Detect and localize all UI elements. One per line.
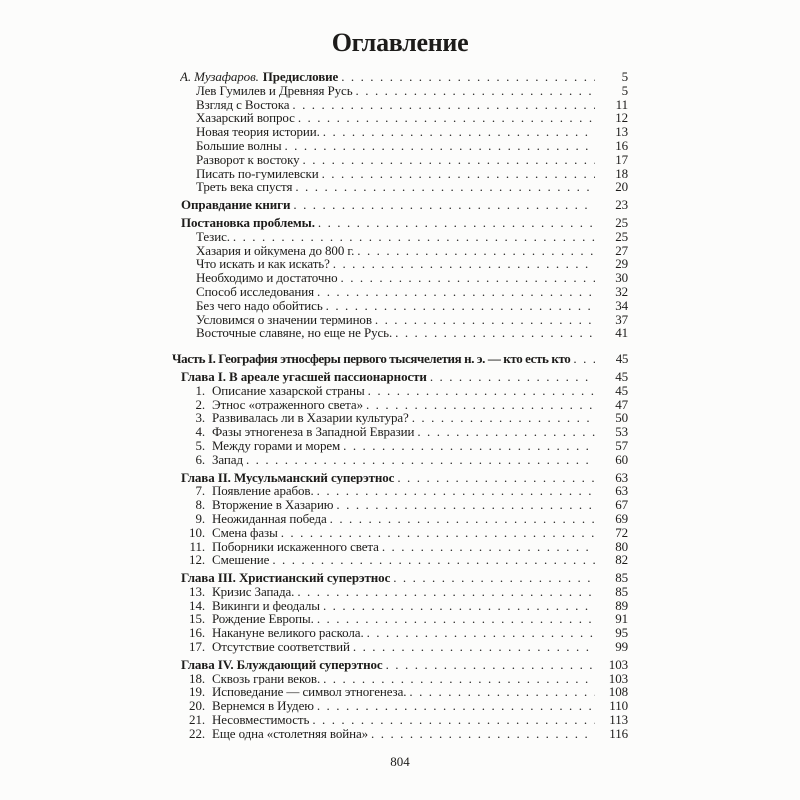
toc-entry <box>181 198 628 212</box>
dot-leader <box>366 398 595 412</box>
entry-label: Разворот к востоку <box>196 152 300 167</box>
entry-number: 16. <box>189 626 205 641</box>
entry-label: Фазы этногенеза в Западной Евразии <box>212 425 415 439</box>
entry-number: 13. <box>189 584 205 599</box>
toc-entry <box>181 425 628 439</box>
dot-leader <box>326 299 595 313</box>
entry-label: Появление арабов. <box>212 484 314 499</box>
dot-leader <box>409 685 595 699</box>
dot-leader <box>297 585 595 599</box>
dot-leader <box>323 125 595 139</box>
entry-page: 25 <box>615 215 628 230</box>
entry-page: 110 <box>609 699 628 714</box>
entry-label: Постановка проблемы. <box>181 215 315 230</box>
dot-leader <box>293 198 595 212</box>
entry-label: Писать по-гумилевски <box>196 166 319 181</box>
entry-number: 2. <box>195 397 205 412</box>
entry-label: Рождение Европы. <box>212 612 314 627</box>
entry-label: Запад <box>212 452 243 467</box>
toc-entry <box>181 439 628 453</box>
entry-page: 5 <box>621 70 628 84</box>
entry-number: 22. <box>189 726 205 741</box>
entry-number: 1. <box>195 383 205 398</box>
entry-label: Хазарский вопрос <box>196 111 295 126</box>
entry-label: Поборники искаженного света <box>212 539 379 554</box>
dot-leader <box>322 167 595 181</box>
entry-page: 89 <box>615 598 628 613</box>
entry-page: 50 <box>615 411 628 426</box>
dot-leader <box>356 84 595 98</box>
entry-page: 95 <box>615 626 628 641</box>
dot-leader <box>341 70 595 84</box>
dot-leader <box>272 553 595 567</box>
dot-leader <box>318 216 595 230</box>
toc-entry <box>196 285 628 299</box>
entry-page: 85 <box>615 584 628 599</box>
toc-entry <box>196 299 628 313</box>
toc-entry <box>181 498 628 512</box>
dot-leader <box>573 352 595 366</box>
toc-entry <box>196 111 628 125</box>
entry-number: 4. <box>195 425 205 439</box>
entry-label: Необходимо и достаточно <box>196 271 338 285</box>
entry-label: Большие волны <box>196 138 282 153</box>
entry-page: 103 <box>608 657 628 672</box>
entry-page: 113 <box>609 713 628 727</box>
entry-page: 12 <box>615 111 628 126</box>
entry-page: 25 <box>615 229 628 244</box>
entry-number: 7. <box>195 484 205 499</box>
entry-label: Треть века спустя <box>196 180 293 195</box>
entry-page: 32 <box>615 284 628 299</box>
entry-label: Тезис. <box>196 229 230 244</box>
toc-entry <box>181 640 628 654</box>
entry-page: 18 <box>615 166 628 181</box>
toc-entry <box>181 216 628 230</box>
entry-page: 67 <box>615 498 628 512</box>
toc-entry <box>196 139 628 153</box>
toc-entry <box>181 571 628 585</box>
entry-page: 103 <box>608 671 628 686</box>
entry-label: Смена фазы <box>212 525 278 540</box>
entry-number: 5. <box>195 438 205 453</box>
dot-leader <box>303 153 596 167</box>
entry-label: Исповедание — символ этногенеза. <box>212 685 407 700</box>
entry-page: 72 <box>615 525 628 540</box>
toc-entry <box>172 352 628 366</box>
entry-page: 45 <box>615 369 628 384</box>
dot-leader <box>317 285 595 299</box>
toc-entry <box>181 599 628 613</box>
toc-entry <box>196 180 628 194</box>
toc-entry <box>181 384 628 398</box>
entry-page: 69 <box>615 511 628 526</box>
entry-page: 116 <box>609 726 628 741</box>
entry-page: 27 <box>615 243 628 258</box>
entry-number: 12. <box>189 553 205 568</box>
dot-leader <box>393 571 595 585</box>
toc-entry <box>181 672 628 686</box>
entry-label: Лев Гумилев и Древняя Русь <box>196 83 353 98</box>
entry-page: 45 <box>615 352 628 366</box>
toc-entry <box>181 398 628 412</box>
entry-label: Взгляд с Востока <box>196 97 290 112</box>
dot-leader <box>336 498 595 512</box>
entry-label: Хазария и ойкумена до 800 г. <box>196 243 355 258</box>
entry-label: Еще одна «столетняя война» <box>212 726 369 741</box>
dot-leader <box>284 139 595 153</box>
entry-page: 34 <box>615 298 628 313</box>
entry-label: Этнос «отраженного света» <box>212 397 363 412</box>
entry-page: 23 <box>615 198 628 212</box>
dot-leader <box>368 384 595 398</box>
entry-label: Часть I. География этносферы первого тысячелетия н. э. — кто есть кто <box>172 352 571 366</box>
entry-page: 80 <box>615 539 628 554</box>
toc-entry <box>181 553 628 567</box>
toc-entry <box>181 626 628 640</box>
toc-entry <box>196 167 628 181</box>
entry-page: 16 <box>615 138 628 153</box>
dot-leader <box>317 612 595 626</box>
toc-entry <box>181 612 628 626</box>
dot-leader <box>395 326 595 340</box>
toc-entry <box>181 512 628 526</box>
toc-entry <box>181 699 628 713</box>
entry-page: 20 <box>615 180 628 195</box>
dot-leader <box>330 512 595 526</box>
toc-entry <box>181 658 628 672</box>
entry-page: 60 <box>615 452 628 467</box>
dot-leader <box>246 453 595 467</box>
entry-number: 8. <box>195 498 205 512</box>
dot-leader <box>333 257 595 271</box>
entry-label: Развивалась ли в Хазарии культура? <box>212 411 409 426</box>
book-page-number: 804 <box>390 754 410 769</box>
dot-leader <box>417 425 595 439</box>
entry-number: 15. <box>189 612 205 627</box>
dot-leader <box>357 244 595 258</box>
entry-number: 14. <box>189 598 205 613</box>
entry-page: 99 <box>615 640 628 654</box>
entry-label: Кризис Запада. <box>212 584 295 599</box>
dot-leader <box>430 370 595 384</box>
entry-label: Отсутствие соответствий <box>212 640 350 654</box>
dot-leader <box>341 271 595 285</box>
toc-entry <box>181 484 628 498</box>
entry-label: Несовместимость <box>212 713 310 727</box>
entry-label: Между горами и морем <box>212 438 341 453</box>
toc-entry <box>196 244 628 258</box>
entry-label: Глава I. В ареале угасшей пассионарности <box>181 369 427 384</box>
entry-number: 11. <box>189 539 205 554</box>
dot-leader <box>375 313 595 327</box>
entry-page: 11 <box>615 97 628 112</box>
toc-entry <box>196 153 628 167</box>
entry-label: Неожиданная победа <box>212 511 327 526</box>
entry-page: 91 <box>615 612 628 627</box>
entry-number: 21. <box>189 713 205 727</box>
entry-page: 29 <box>615 257 628 272</box>
entry-page: 37 <box>615 312 628 327</box>
toc-entry <box>196 230 628 244</box>
toc-entry <box>181 526 628 540</box>
toc-entry <box>196 326 628 340</box>
toc-entry <box>196 125 628 139</box>
dot-leader <box>295 180 595 194</box>
entry-label: Вторжение в Хазарию <box>212 498 334 512</box>
dot-leader <box>397 471 595 485</box>
entry-label: Без чего надо обойтись <box>196 298 323 313</box>
entry-page: 45 <box>615 383 628 398</box>
entry-label: Глава III. Христианский суперэтнос <box>181 571 391 585</box>
entry-label: Вернемся в Иудею <box>212 699 314 714</box>
entry-number: 17. <box>189 640 205 654</box>
entry-label: Описание хазарской страны <box>212 383 365 398</box>
dot-leader <box>298 111 595 125</box>
entry-page: 5 <box>621 83 628 98</box>
entry-label: Условимся о значении терминов <box>196 312 372 327</box>
entry-page: 63 <box>615 484 628 499</box>
entry-label: Глава II. Мусульманский суперэтнос <box>181 470 395 485</box>
entry-label: Что искать и как искать? <box>196 257 330 272</box>
toc-entry <box>196 313 628 327</box>
entry-page: 63 <box>615 470 628 485</box>
entry-label: Викинги и феодалы <box>212 598 320 613</box>
toc-entry <box>196 257 628 271</box>
toc-entry <box>181 411 628 425</box>
entry-label: Смешение <box>212 553 270 568</box>
toc-entry <box>181 453 628 467</box>
dot-leader <box>233 230 595 244</box>
entry-page: 85 <box>615 571 628 585</box>
dot-leader <box>323 672 595 686</box>
toc-entry <box>181 471 628 485</box>
entry-label: Оправдание книги <box>181 198 291 212</box>
dot-leader <box>353 640 595 654</box>
entry-number: 19. <box>189 685 205 700</box>
dot-leader <box>371 727 595 741</box>
dot-leader <box>367 626 595 640</box>
toc-entry <box>181 727 628 741</box>
entry-number: 18. <box>189 671 205 686</box>
dot-leader <box>317 699 595 713</box>
dot-leader <box>292 98 595 112</box>
entry-number: 6. <box>195 452 205 467</box>
entry-label: Восточные славяне, но еще не Русь. <box>196 326 393 341</box>
entry-label: Новая теория истории. <box>196 125 320 139</box>
dot-leader <box>343 439 595 453</box>
entry-page: 53 <box>615 425 628 439</box>
entry-page: 82 <box>615 553 628 568</box>
toc-entry <box>180 70 628 84</box>
entry-label: Способ исследования <box>196 284 315 299</box>
dot-leader <box>412 411 595 425</box>
entry-number: 20. <box>189 699 205 714</box>
toc-entry <box>181 685 628 699</box>
dot-leader <box>312 713 595 727</box>
entry-label: Глава IV. Блуждающий суперэтнос <box>181 657 383 672</box>
dot-leader <box>386 658 595 672</box>
entry-number: 9. <box>195 511 205 526</box>
entry-page: 57 <box>615 438 628 453</box>
toc-entry <box>196 271 628 285</box>
entry-number: 3. <box>195 411 205 426</box>
dot-leader <box>323 599 595 613</box>
entry-author-prefix: А. Музафаров. <box>180 70 259 84</box>
toc-entry <box>181 585 628 599</box>
toc-entry <box>181 713 628 727</box>
entry-page: 17 <box>615 152 628 167</box>
dot-leader <box>382 540 595 554</box>
toc-entry <box>181 540 628 554</box>
entry-page: 30 <box>615 271 628 285</box>
entry-label: Предисловие <box>262 70 339 84</box>
entry-page: 13 <box>615 125 628 139</box>
dot-leader <box>281 526 595 540</box>
entry-label: Накануне великого раскола. <box>212 626 364 641</box>
toc-entry <box>196 98 628 112</box>
entry-page: 41 <box>615 326 628 341</box>
entry-page: 47 <box>615 397 628 412</box>
toc-list <box>172 70 628 741</box>
toc-entry <box>181 370 628 384</box>
dot-leader <box>317 484 595 498</box>
entry-page: 108 <box>608 685 628 700</box>
page-title: Оглавление <box>331 28 469 57</box>
toc-entry <box>196 84 628 98</box>
entry-label: Сквозь грани веков. <box>212 671 321 686</box>
entry-number: 10. <box>189 525 205 540</box>
